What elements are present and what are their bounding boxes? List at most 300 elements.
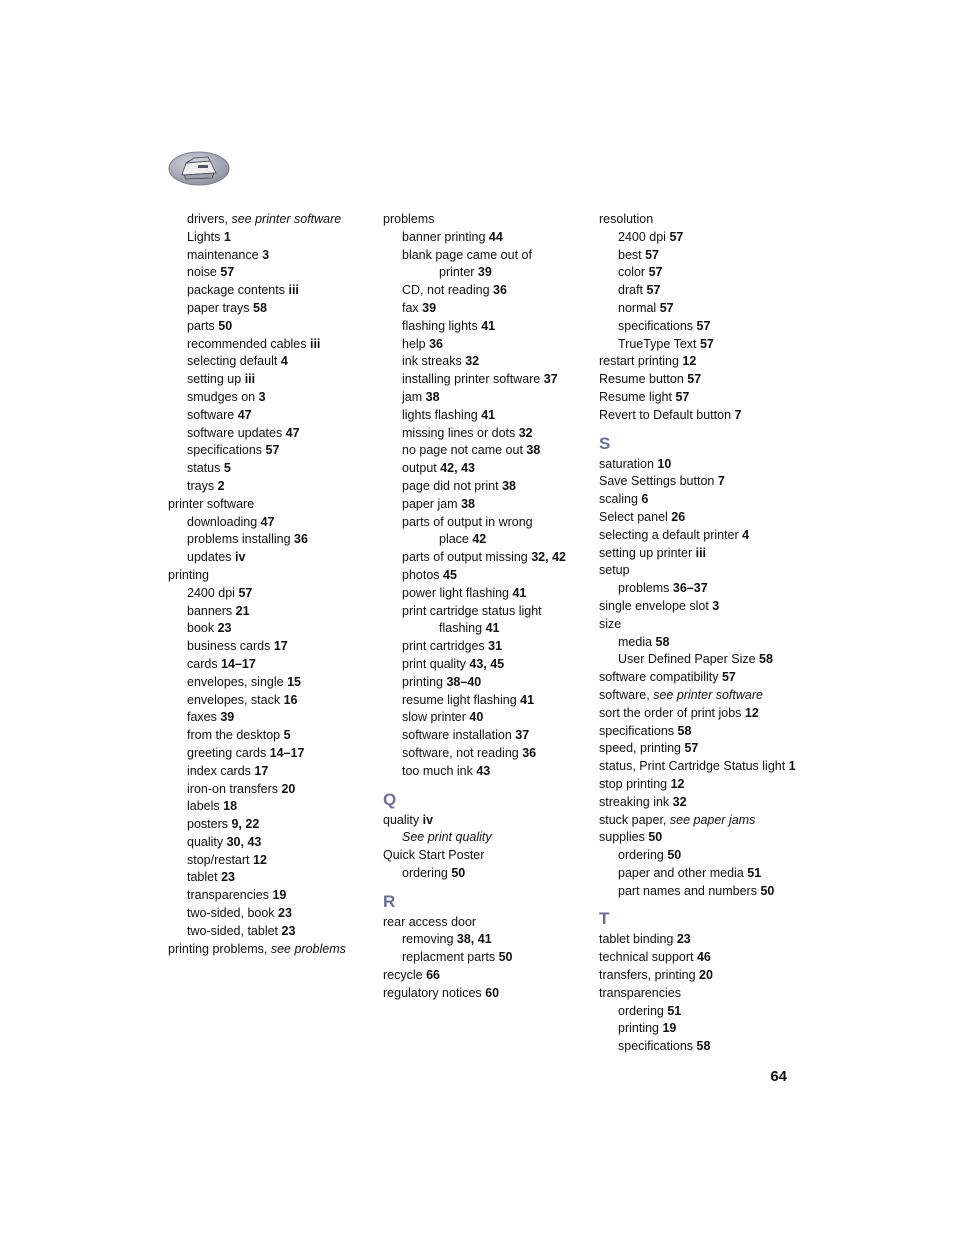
index-column-3 xyxy=(599,211,799,1056)
cross-reference: see problems xyxy=(270,941,346,956)
index-subentry xyxy=(383,300,588,318)
page-reference: 38 xyxy=(526,443,541,458)
index-subentry xyxy=(383,282,588,300)
index-entry xyxy=(168,567,368,585)
page-reference: 58 xyxy=(655,634,670,649)
entry-text: index cards xyxy=(187,763,255,778)
page-reference: 50 xyxy=(667,848,682,863)
entry-text: CD, not reading xyxy=(402,283,494,298)
index-subentry xyxy=(168,514,368,532)
index-entry xyxy=(599,687,799,705)
cross-reference: see paper jams xyxy=(669,812,756,827)
index-entry xyxy=(599,527,799,545)
entry-text: printer software xyxy=(168,496,255,511)
page-number: 64 xyxy=(770,1068,787,1085)
page-reference: 1 xyxy=(223,229,231,244)
index-subentry xyxy=(168,282,368,300)
index-entry xyxy=(599,829,799,847)
page-reference: 18 xyxy=(223,799,238,814)
page-reference: 58 xyxy=(696,1039,711,1054)
index-subentry xyxy=(168,781,368,799)
page-reference: 38, 41 xyxy=(456,932,492,947)
page-reference: 57 xyxy=(699,336,714,351)
index-entry xyxy=(599,812,799,830)
entry-text: replacment parts xyxy=(402,950,499,965)
entry-text: quality xyxy=(383,812,423,827)
page-reference: 58 xyxy=(759,652,773,667)
entry-text: ordering xyxy=(402,865,452,880)
page-reference: 2 xyxy=(217,478,225,493)
page-reference: 51 xyxy=(667,1003,682,1018)
page-reference: 42 xyxy=(472,532,487,547)
index-subentry xyxy=(168,887,368,905)
index-subentry xyxy=(168,247,368,265)
index-subentry xyxy=(599,1038,799,1056)
entry-text: stuck paper, xyxy=(599,812,670,827)
index-entry xyxy=(599,598,799,616)
entry-text: help xyxy=(402,336,430,351)
entry-text: two-sided, tablet xyxy=(187,923,282,938)
entry-text: problems xyxy=(618,581,673,596)
entry-text: Revert to Default button xyxy=(599,407,735,422)
page-reference: 26 xyxy=(671,509,686,524)
page-reference: 43 xyxy=(476,763,491,778)
entry-text: recommended cables xyxy=(187,336,310,351)
entry-text: blank page came out of xyxy=(402,247,532,262)
page-reference: 38 xyxy=(461,496,475,511)
index-entry xyxy=(599,211,799,229)
index-subentry xyxy=(168,229,368,247)
entry-text: Select panel xyxy=(599,509,672,524)
entry-text: paper trays xyxy=(187,300,254,315)
page-reference: 41 xyxy=(520,692,535,707)
page-reference: iii xyxy=(244,372,256,387)
index-subentry xyxy=(168,300,368,318)
entry-text: printing xyxy=(168,567,209,582)
index-subentry xyxy=(168,211,368,229)
entry-text: TrueType Text xyxy=(618,336,700,351)
index-subentry xyxy=(383,389,588,407)
index-subentry xyxy=(383,318,588,336)
page-reference: 41 xyxy=(512,585,527,600)
entry-text: paper jam xyxy=(402,496,462,511)
page-reference: 57 xyxy=(646,283,661,298)
entry-text: transparencies xyxy=(599,985,681,1000)
index-subentry xyxy=(599,634,799,652)
cross-reference: See print quality xyxy=(402,830,492,845)
printer-icon xyxy=(168,151,230,186)
entry-text: Quick Start Poster xyxy=(383,848,485,863)
page-reference: 38 xyxy=(502,478,516,493)
index-subentry xyxy=(599,651,799,669)
entry-text: package contents xyxy=(187,283,289,298)
index-subentry xyxy=(168,371,368,389)
entry-text: selecting default xyxy=(187,354,281,369)
page-reference: 23 xyxy=(676,932,691,947)
entry-text: noise xyxy=(187,265,221,280)
page-reference: 19 xyxy=(272,888,287,903)
entry-text: Resume light xyxy=(599,389,676,404)
index-column-1 xyxy=(168,211,368,958)
index-subentry xyxy=(168,745,368,763)
page-reference: 7 xyxy=(717,474,725,489)
index-entry xyxy=(168,496,368,514)
entry-text: printing xyxy=(618,1021,663,1036)
entry-text: flashing xyxy=(439,621,486,636)
entry-text: print cartridge status light xyxy=(402,603,542,618)
page-reference: 45 xyxy=(443,567,457,582)
page-reference: 44 xyxy=(488,229,503,244)
entry-text: paper and other media xyxy=(618,865,748,880)
entry-text: tablet xyxy=(187,870,222,885)
section-letter: S xyxy=(599,433,611,453)
entry-text: installing printer software xyxy=(402,372,544,387)
entry-text: setting up printer xyxy=(599,545,696,560)
page-reference: 6 xyxy=(641,492,649,507)
index-subentry xyxy=(599,229,799,247)
index-subentry xyxy=(383,603,588,621)
entry-text: software, xyxy=(599,687,654,702)
index-subentry xyxy=(168,425,368,443)
entry-text: problems xyxy=(383,212,435,226)
index-subentry xyxy=(383,264,588,282)
page-reference: 3 xyxy=(712,598,720,613)
index-entry xyxy=(599,371,799,389)
page-reference: 50 xyxy=(451,865,466,880)
entry-text: sort the order of print jobs xyxy=(599,705,745,720)
entry-text: lights flashing xyxy=(402,407,482,422)
entry-text: print cartridges xyxy=(402,639,489,654)
page-reference: 36 xyxy=(429,336,444,351)
entry-text: smudges on xyxy=(187,389,259,404)
page-reference: 12 xyxy=(682,354,697,369)
page-reference: 57 xyxy=(721,670,736,685)
page-reference: 50 xyxy=(760,883,775,898)
index-subentry xyxy=(383,709,588,727)
index-entry xyxy=(599,740,799,758)
entry-text: tablet binding xyxy=(599,932,677,947)
index-subentry xyxy=(383,620,588,638)
entry-text: specifications xyxy=(187,443,266,458)
entry-text: best xyxy=(618,247,646,262)
entry-text: posters xyxy=(187,817,232,832)
index-subentry xyxy=(383,931,588,949)
index-entry xyxy=(383,985,588,1003)
index-entry xyxy=(383,967,588,985)
page-reference: 36 xyxy=(294,532,308,547)
entry-text: Lights xyxy=(187,229,224,244)
page-reference: iii xyxy=(288,283,299,298)
page-reference: 57 xyxy=(645,247,660,262)
index-subentry xyxy=(168,460,368,478)
index-subentry xyxy=(168,318,368,336)
index-subentry xyxy=(599,300,799,318)
page-reference: 41 xyxy=(481,318,496,333)
page-reference: 37 xyxy=(515,728,530,743)
index-subentry xyxy=(383,442,588,460)
index-subentry xyxy=(168,727,368,745)
entry-text: technical support xyxy=(599,950,697,965)
entry-text: 2400 dpi xyxy=(618,229,670,244)
entry-text: transparencies xyxy=(187,888,273,903)
section-letter: T xyxy=(599,909,610,929)
page-reference: 14–17 xyxy=(269,745,305,760)
index-entry xyxy=(599,931,799,949)
entry-text: two-sided, book xyxy=(187,906,279,921)
index-subentry xyxy=(168,442,368,460)
page-reference: 32 xyxy=(518,425,533,440)
entry-text: single envelope slot xyxy=(599,598,713,613)
entry-text: regulatory notices xyxy=(383,985,486,1000)
entry-text: book xyxy=(187,621,218,636)
index-subentry xyxy=(599,318,799,336)
index-subentry xyxy=(383,496,588,514)
entry-text: saturation xyxy=(599,456,658,471)
index-entry xyxy=(599,776,799,794)
index-subentry xyxy=(383,460,588,478)
page-reference: 36 xyxy=(493,283,507,298)
page-reference: 1 xyxy=(788,759,796,774)
entry-text: labels xyxy=(187,799,224,814)
index-subentry xyxy=(599,847,799,865)
entry-text: cards xyxy=(187,656,222,671)
entry-text: envelopes, single xyxy=(187,674,288,689)
cross-reference: see printer software xyxy=(231,212,342,226)
page-reference: 31 xyxy=(488,639,503,654)
page-reference: 20 xyxy=(699,968,713,983)
index-subentry xyxy=(168,585,368,603)
page-reference: 57 xyxy=(648,265,663,280)
index-subentry xyxy=(383,829,588,847)
index-subentry xyxy=(599,883,799,901)
section-letter: Q xyxy=(383,789,397,809)
entry-text: parts of output missing xyxy=(402,550,532,565)
entry-text: flashing lights xyxy=(402,318,482,333)
page-reference: 57 xyxy=(696,318,711,333)
entry-text: specifications xyxy=(618,1039,697,1054)
page-reference: iv xyxy=(422,812,434,827)
page-reference: 58 xyxy=(677,723,692,738)
index-subentry xyxy=(383,247,588,265)
page-reference: 66 xyxy=(426,968,440,983)
entry-text: envelopes, stack xyxy=(187,692,284,707)
entry-text: resume light flashing xyxy=(402,692,521,707)
cross-reference: see printer software xyxy=(653,687,763,702)
index-subentry xyxy=(168,834,368,852)
page-reference: 3 xyxy=(262,247,270,262)
section-letter: R xyxy=(383,891,396,911)
index-subentry xyxy=(383,425,588,443)
page-reference: 41 xyxy=(481,407,496,422)
page-reference: 57 xyxy=(669,229,684,244)
entry-text: greeting cards xyxy=(187,745,270,760)
index-subentry xyxy=(599,580,799,598)
entry-text: software, not reading xyxy=(402,745,523,760)
index-entry xyxy=(599,616,799,634)
page-reference: 40 xyxy=(469,710,484,725)
entry-text: from the desktop xyxy=(187,728,284,743)
index-subentry xyxy=(383,674,588,692)
index-subentry xyxy=(168,798,368,816)
index-subentry xyxy=(599,247,799,265)
entry-text: photos xyxy=(402,567,444,582)
index-entry xyxy=(383,914,588,932)
page-reference: 19 xyxy=(662,1021,677,1036)
page-reference: 42, 43 xyxy=(440,461,475,476)
index-entry xyxy=(599,949,799,967)
index-subentry xyxy=(383,865,588,883)
entry-text: parts of output in wrong xyxy=(402,514,533,529)
page-reference: 41 xyxy=(485,621,500,636)
entry-text: page did not print xyxy=(402,478,503,493)
index-entry xyxy=(383,847,588,865)
index-subentry xyxy=(599,282,799,300)
page-reference: 39 xyxy=(220,710,235,725)
index-column-2 xyxy=(383,211,588,1003)
entry-text: stop/restart xyxy=(187,852,253,867)
page-reference: 12 xyxy=(670,776,685,791)
index-subentry xyxy=(168,905,368,923)
index-subentry xyxy=(599,264,799,282)
page-reference: 51 xyxy=(747,865,762,880)
index-subentry xyxy=(383,949,588,967)
index-subentry xyxy=(383,531,588,549)
entry-text: print quality xyxy=(402,656,470,671)
index-entry xyxy=(168,941,368,959)
entry-text: 2400 dpi xyxy=(187,585,239,600)
page-reference: 50 xyxy=(498,950,513,965)
entry-text: transfers, printing xyxy=(599,968,700,983)
page-reference: 38–40 xyxy=(446,674,482,689)
page-reference: 36–37 xyxy=(672,581,708,596)
index-entry xyxy=(599,669,799,687)
entry-text: supplies xyxy=(599,830,649,845)
index-entry xyxy=(599,456,799,474)
entry-text: printing xyxy=(402,674,447,689)
page-reference: 16 xyxy=(283,692,298,707)
index-subentry xyxy=(383,336,588,354)
entry-text: status, Print Cartridge Status light xyxy=(599,759,789,774)
page-reference: 14–17 xyxy=(221,656,256,671)
page-reference: 47 xyxy=(237,407,252,422)
page-reference: 57 xyxy=(684,741,699,756)
entry-text: media xyxy=(618,634,656,649)
page-reference: 3 xyxy=(258,389,266,404)
index-subentry xyxy=(383,478,588,496)
page-reference: 39 xyxy=(422,300,437,315)
page-reference: 20 xyxy=(281,781,296,796)
index-subentry xyxy=(168,692,368,710)
entry-text: printer xyxy=(439,265,478,280)
entry-text: status xyxy=(187,461,224,476)
index-entry xyxy=(599,407,799,425)
page-reference: 50 xyxy=(648,830,663,845)
index-subentry xyxy=(168,407,368,425)
page-reference: 4 xyxy=(742,527,750,542)
page-reference: iii xyxy=(695,545,707,560)
entry-text: part names and numbers xyxy=(618,883,761,898)
index-entry xyxy=(599,353,799,371)
index-subentry xyxy=(168,478,368,496)
index-entry xyxy=(599,705,799,723)
entry-text: software updates xyxy=(187,425,286,440)
page-reference: 12 xyxy=(253,852,267,867)
entry-text: drivers, xyxy=(187,212,232,226)
entry-text: specifications xyxy=(618,318,697,333)
entry-text: Resume button xyxy=(599,372,688,387)
index-entry xyxy=(599,985,799,1003)
index-entry xyxy=(599,723,799,741)
page-reference: 47 xyxy=(285,425,300,440)
entry-text: software compatibility xyxy=(599,670,722,685)
index-subentry xyxy=(383,567,588,585)
entry-text: printing problems, xyxy=(168,941,271,956)
entry-text: scaling xyxy=(599,492,642,507)
index-subentry xyxy=(168,389,368,407)
index-subentry xyxy=(168,620,368,638)
entry-text: specifications xyxy=(599,723,678,738)
page-reference: 5 xyxy=(223,461,231,476)
entry-text: faxes xyxy=(187,710,221,725)
page-reference: 5 xyxy=(283,728,291,743)
page-reference: 15 xyxy=(287,674,301,689)
entry-text: updates xyxy=(187,550,235,565)
entry-text: Save Settings button xyxy=(599,474,718,489)
index-entry xyxy=(599,389,799,407)
entry-text: draft xyxy=(618,283,647,298)
entry-text: stop printing xyxy=(599,776,671,791)
entry-text: slow printer xyxy=(402,710,470,725)
index-entry xyxy=(599,473,799,491)
page-reference: 37 xyxy=(543,372,558,387)
entry-text: maintenance xyxy=(187,247,263,262)
index-subentry xyxy=(383,585,588,603)
index-subentry xyxy=(383,692,588,710)
index-subentry xyxy=(383,371,588,389)
index-subentry xyxy=(168,603,368,621)
page-reference: 57 xyxy=(687,372,702,387)
entry-text: banner printing xyxy=(402,229,489,244)
index-entry xyxy=(599,491,799,509)
entry-text: rear access door xyxy=(383,914,477,929)
index-subentry xyxy=(383,638,588,656)
index-subentry xyxy=(168,549,368,567)
index-subentry xyxy=(168,656,368,674)
entry-text: ordering xyxy=(618,848,668,863)
index-subentry xyxy=(599,1003,799,1021)
entry-text: problems installing xyxy=(187,532,294,547)
index-subentry xyxy=(168,674,368,692)
page-reference: 23 xyxy=(281,923,296,938)
entry-text: resolution xyxy=(599,212,654,226)
index-entry xyxy=(599,545,799,563)
index-subentry xyxy=(383,656,588,674)
index-subentry xyxy=(383,763,588,781)
index-subentry xyxy=(383,727,588,745)
page-reference: 38 xyxy=(425,389,440,404)
entry-text: business cards xyxy=(187,639,274,654)
index-subentry xyxy=(383,229,588,247)
entry-text: no page not came out xyxy=(402,443,527,458)
index-subentry xyxy=(168,923,368,941)
page-reference: 39 xyxy=(477,265,492,280)
index-subentry xyxy=(168,709,368,727)
entry-text: ordering xyxy=(618,1003,668,1018)
entry-text: too much ink xyxy=(402,763,477,778)
page-reference: 58 xyxy=(253,300,267,315)
page-reference: 7 xyxy=(734,407,742,422)
entry-text: color xyxy=(618,265,649,280)
